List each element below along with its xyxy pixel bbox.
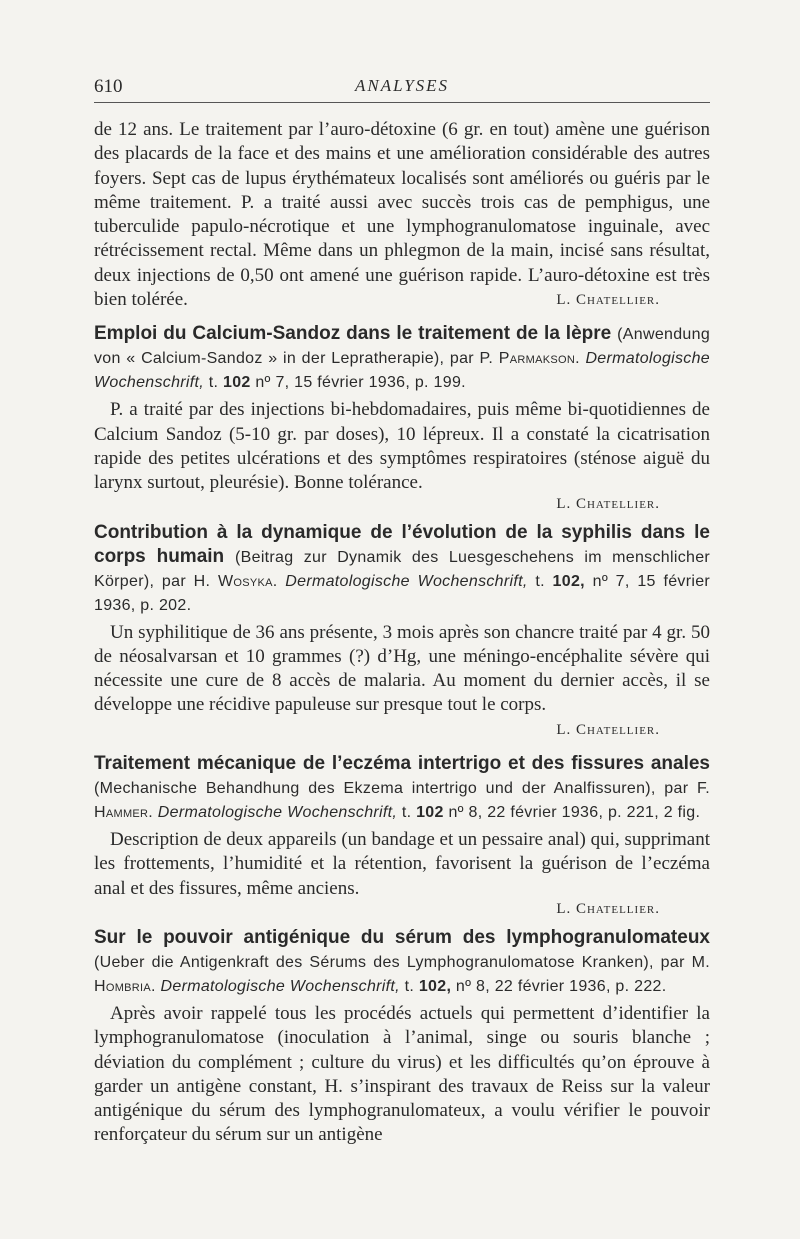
entry-body: P. a traité par des injections bi-hebdomadaires, puis même bi-quotidiennes de Calcium Sandoz (5-10 gr. par doses), 10 lépreux. Il a constaté la cicatrisation rapide des petites ulcérations et des symptômes respiratoires (sténose aiguë du larynx surtout, pleurésie). Bonne tolérance. — [94, 399, 710, 494]
page-number: 610 — [94, 76, 123, 97]
intro-paragraph — [94, 118, 710, 312]
entry-body — [94, 621, 710, 738]
entry-signature: L. Chatellier. — [556, 721, 660, 738]
entry-reference — [94, 954, 710, 995]
ref-journal: Dermatologische Wochenschrift, — [94, 350, 710, 392]
ref-text: (Anwendung von « Calcium-Sandoz » in der Lepratherapie), par P. — [94, 326, 711, 368]
abstract-entry — [94, 926, 710, 1148]
ref-author: Wosyka. — [218, 572, 278, 590]
ref-vol-prefix: t. — [399, 977, 419, 995]
ref-details: nº 7, 15 février 1936, p. 199. — [250, 374, 466, 392]
entry-title: Emploi du Calcium-Sandoz dans le traitement de la lèpre — [94, 323, 612, 345]
header-rule — [94, 102, 710, 103]
ref-text: (Mechanische Behandhung des Ekzema intertrigo und der Analfissuren), par F. — [94, 780, 710, 798]
entry-title: Contribution à la dynamique de l’évolution de la syphilis dans le corps humain — [94, 521, 710, 567]
ref-volume: 102 — [416, 804, 444, 822]
ref-text: (Ueber die Antigenkraft des Sérums des Lymphogranulomatose Kranken), par M. — [94, 953, 710, 971]
entry-heading — [94, 926, 710, 998]
ref-volume: 102, — [552, 572, 585, 590]
ref-vol-prefix: t. — [204, 374, 223, 392]
entry-reference — [94, 780, 710, 821]
page-header — [94, 74, 710, 100]
intro-text: de 12 ans. Le traitement par l’auro-détoxine (6 gr. en tout) amène une guérison des placards de la face et des mains et une amélioration considérable des autres foyers. Sept cas de lupus érythémateux localisés sont améliorés ou guéris par le même traitement. P. a traité aussi avec succès trois cas de pemphigus, une tuberculide papulo-nécrotique et une lymphogranulomatose inguinale, avec rétrécissement rectal. Même dans un phlegmon de la main, incisé sans résultat, deux injections de 0,50 ont amené une guérison rapide. L’auro-détoxine est très bien tolérée. — [94, 119, 710, 311]
ref-journal: Dermatologische Wochenschrift, — [285, 572, 528, 590]
abstract-entry — [94, 521, 710, 750]
ref-author: Hombria. — [94, 977, 156, 995]
ref-details: nº 7, 15 février 1936, p. 202. — [94, 572, 711, 614]
page-content — [94, 118, 710, 1148]
ref-vol-prefix: t. — [527, 572, 553, 590]
entry-title: Sur le pouvoir antigénique du sérum des lymphogranulomateux — [94, 926, 710, 948]
ref-journal: Dermatologische Wochenschrift, — [157, 804, 398, 822]
ref-author: Parmakson. — [498, 350, 580, 368]
ref-journal: Dermatologische Wochenschrift, — [160, 977, 400, 995]
entry-signature: L. Chatellier. — [556, 495, 660, 512]
entry-signature: L. Chatellier. — [556, 900, 660, 917]
intro-signature: L. Chatellier. — [556, 292, 660, 309]
abstract-entry — [94, 322, 710, 512]
entry-body-text: Un syphilitique de 36 ans présente, 3 mois après son chancre traité par 4 gr. 50 de néosalvarsan et 10 grammes (?) d’Hg, une méningo-encéphalite sévère qui nécessite une cure de 8 accès de malaria. Au moment du dernier accès, il se développe une récidive papuleuse sur presque tout le corps. — [94, 621, 710, 716]
entry-body: Après avoir rappelé tous les procédés actuels qui permettent d’identifier la lymphogranulomatose (inoculation à l’animal, singe ou souris blanche ; déviation du complément ; culture du virus) et les difficultés qu’on éprouve à garder un antigène constant, H. s’inspirant des travaux de Reiss sur la valeur antigénique du sérum des lymphogranulomateux, a voulu vérifier le pouvoir renforçateur du sérum sur un antigène — [94, 1002, 710, 1146]
entry-heading — [94, 752, 710, 824]
entry-title: Traitement mécanique de l’eczéma intertrigo et des fissures anales — [94, 753, 710, 775]
ref-details: nº 8, 22 février 1936, p. 221, 2 fig. — [443, 804, 701, 822]
abstract-entry — [94, 752, 710, 918]
ref-volume: 102, — [418, 977, 452, 995]
ref-details: nº 8, 22 février 1936, p. 222. — [451, 977, 667, 995]
ref-volume: 102 — [223, 374, 251, 392]
running-head: ANALYSES — [354, 76, 450, 95]
ref-author: Hammer. — [94, 804, 154, 822]
ref-text: (Beitrag zur Dynamik des Luesgeschehens im menschlicher Körper), par H. — [94, 548, 711, 590]
ref-vol-prefix: t. — [397, 804, 417, 822]
entry-heading — [94, 322, 710, 394]
entry-heading — [94, 521, 710, 617]
entry-body: Description de deux appareils (un bandage et un pessaire anal) qui, supprimant les frottements, l’humidité et la rétention, favorisent la guérison de l’eczéma anal et des fissures, même anciens. — [94, 829, 710, 899]
